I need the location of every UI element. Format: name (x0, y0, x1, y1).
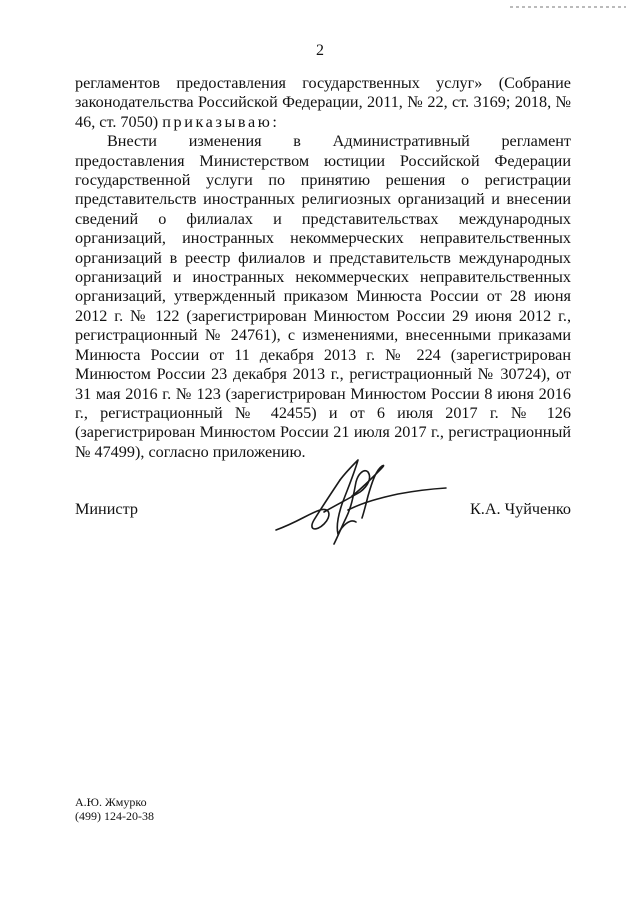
page-number: 2 (316, 42, 324, 59)
contact-name: А.Ю. Жмурко (75, 795, 147, 809)
paragraph-1 (75, 74, 571, 132)
signatory-role: Министр (75, 500, 138, 518)
contact-block (75, 795, 154, 823)
handwritten-signature (268, 452, 458, 552)
contact-phone: (499) 124-20-38 (75, 809, 154, 823)
paragraph-1-lead: регламентов предоставления государственных услуг» (Собрание законодательства Российской Федерации, 2011, № 22, ст. 3169; 2018, № 46, ст. 7050) (75, 74, 571, 131)
paragraph-2: Внести изменения в Административный регламент предоставления Министерством юстиции Российской Федерации государственной услуги по принятию решения о регистрации представительств иностранных религиозных организаций и внесении сведений о филиалах и представительствах международных организаций, иностранных некоммерческих неправительственных организаций в реестр филиалов и представительств международных организаций и иностранных некоммерческих неправительственных организаций, утвержденный приказом Минюста России от 28 июня 2012 г. № 122 (зарегистрирован Минюстом России 29 июня 2012 г., регистрационный № 24761), с изменениями, внесенными приказами Минюста России от 11 декабря 2013 г. № 224 (зарегистрирован Минюстом России 23 декабря 2013 г., регистрационный № 30724), от 31 мая 2016 г. № 123 (зарегистрирован Минюстом России 8 июня 2016 г., регистрационный № 42455) и от 6 июля 2017 г. № 126 (зарегистрирован Минюстом России 21 июля 2017 г., регистрационный № 47499), согласно приложению. (75, 132, 571, 461)
order-word: приказываю: (162, 112, 280, 131)
body-text (75, 74, 571, 462)
scan-edge-mark (508, 4, 628, 10)
signatory-name: К.А. Чуйченко (469, 500, 571, 518)
